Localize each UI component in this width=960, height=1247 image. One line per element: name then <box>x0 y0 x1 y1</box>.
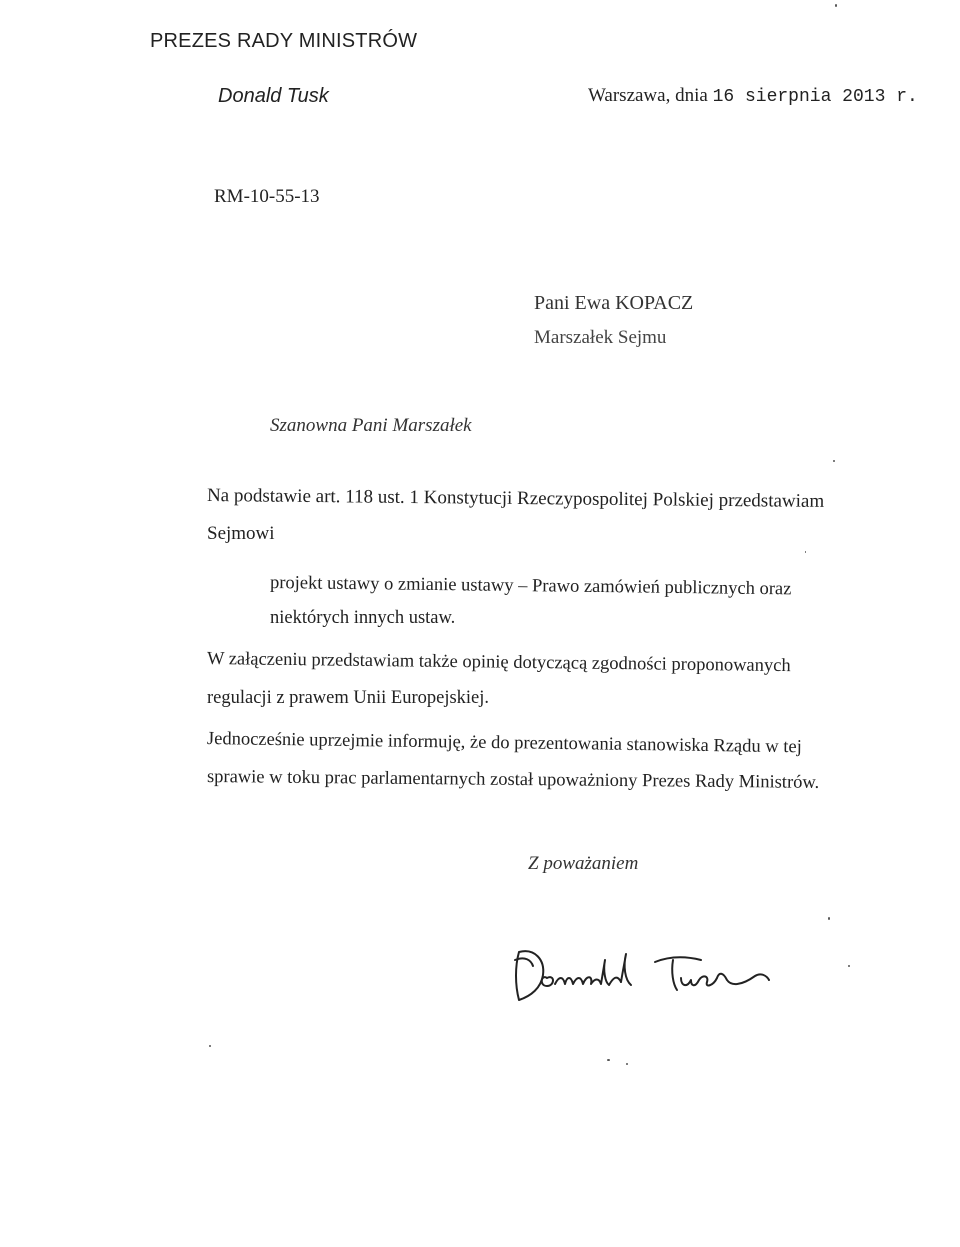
recipient-title: Marszałek Sejmu <box>534 327 667 348</box>
body-paragraph-1-line-1: Na podstawie art. 118 ust. 1 Konstytucji Rzeczypospolitej Polskiej przedstawiam <box>206 485 825 512</box>
scan-speck <box>607 1059 610 1061</box>
handwritten-signature <box>505 930 775 1010</box>
recipient-name: Pani Ewa KOPACZ <box>534 292 694 314</box>
body-paragraph-3-line-1: W załączeniu przedstawiam także opinię dotyczącą zgodności proponowanych <box>206 649 791 677</box>
body-paragraph-1-line-2: Sejmowi <box>207 523 275 544</box>
reference-number: RM-10-55-13 <box>214 186 320 207</box>
letterhead-office: PREZES RADY MINISTRÓW <box>150 30 418 52</box>
scan-speck <box>805 551 806 553</box>
body-paragraph-2-line-2: niektórych innych ustaw. <box>270 608 456 628</box>
body-paragraph-4-line-2: sprawie w toku prac parlamentarnych został upoważniony Prezes Rady Ministrów. <box>206 767 820 793</box>
date-label: Warszawa, dnia <box>588 85 708 106</box>
scan-speck <box>626 1063 628 1065</box>
body-paragraph-3-line-2: regulacji z prawem Unii Europejskiej. <box>207 688 490 708</box>
scan-speck <box>209 1045 211 1047</box>
body-paragraph-4-line-1: Jednocześnie uprzejmie informuję, że do prezentowania stanowiska Rządu w tej <box>206 729 802 758</box>
letterhead-name: Donald Tusk <box>218 85 329 107</box>
scan-speck <box>835 4 837 7</box>
scan-speck <box>828 917 830 920</box>
salutation: Szanowna Pani Marszałek <box>270 415 472 436</box>
scan-speck <box>848 965 850 967</box>
letter-date <box>588 85 918 107</box>
closing: Z poważaniem <box>528 853 639 874</box>
scan-speck <box>833 460 835 462</box>
date-value: 16 sierpnia 2013 r. <box>712 87 918 107</box>
body-paragraph-2-line-1: projekt ustawy o zmianie ustawy – Prawo zamówień publicznych oraz <box>269 573 792 600</box>
